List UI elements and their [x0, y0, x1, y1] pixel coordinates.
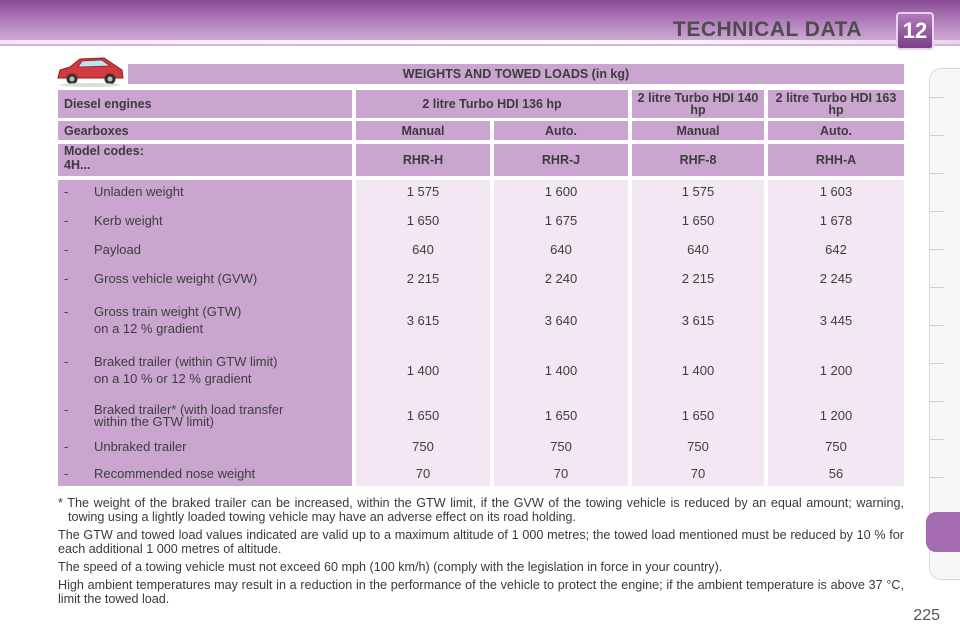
table-cell: 1 200 — [819, 408, 853, 423]
note-speed: The speed of a towing vehicle must not exceed 60 mph (100 km/h) (comply with the legislation in force in your country). — [58, 560, 723, 574]
model-4: RHH-A — [768, 144, 904, 176]
gearbox-label: Gearboxes — [58, 121, 352, 140]
table-cell: 1 400 — [681, 363, 715, 378]
note-altitude: The GTW and towed load values indicated are valid up to a maximum altitude of 1 000 metres; the towed load mentioned must be reduced by 10 % for each additional 1 000 metres of altitude. — [58, 528, 904, 556]
table-cell: 750 — [550, 439, 572, 454]
row-dash: - — [64, 439, 69, 454]
row-dash: - — [64, 213, 69, 228]
table-cell: 1 650 — [681, 213, 715, 228]
table-cell: 1 678 — [819, 213, 853, 228]
footnote: * The weight of the braked trailer can be increased, within the GTW limit, if the GVW of the towing vehicle is reduced by an equal amount; warning, towing using a lightly loaded towing vehicle may have an adverse effect on its road holding. — [58, 496, 904, 524]
page-number: 225 — [913, 607, 940, 624]
table-cell: 70 — [415, 466, 431, 481]
table-cell: 1 675 — [544, 213, 578, 228]
row-label-subtext: on a 10 % or 12 % gradient — [94, 371, 252, 386]
table-cell: 70 — [553, 466, 569, 481]
table-cell: 1 400 — [406, 363, 440, 378]
engine-label: Diesel engines — [58, 90, 352, 118]
table-cell: 640 — [687, 242, 709, 257]
row-label — [64, 402, 344, 436]
row-label — [64, 466, 344, 500]
table-cell: 70 — [690, 466, 706, 481]
table-cell: 1 200 — [819, 363, 853, 378]
table-cell: 2 215 — [406, 271, 440, 286]
table-cell: 1 650 — [406, 408, 440, 423]
table-cell: 750 — [412, 439, 434, 454]
row-dash: - — [64, 184, 69, 199]
gearbox-4: Auto. — [768, 121, 904, 140]
model-1: RHR-H — [356, 144, 490, 176]
row-label-text: Braked trailer (within GTW limit) — [94, 354, 278, 369]
model-3: RHF-8 — [632, 144, 764, 176]
table-cell: 1 575 — [406, 184, 440, 199]
gearbox-2: Auto. — [494, 121, 628, 140]
gearbox-1: Manual — [356, 121, 490, 140]
model-label-line1: Model codes: — [64, 144, 144, 158]
row-dash: - — [64, 466, 69, 481]
row-dash: - — [64, 242, 69, 257]
chapter-badge: 12 — [896, 12, 934, 50]
page-title: TECHNICAL DATA — [673, 18, 862, 41]
note-temperature: High ambient temperatures may result in a reduction in the performance of the vehicle to protect the engine; if the ambient temperature is above 37 °C, limit the towed load. — [58, 578, 904, 606]
engine-136: 2 litre Turbo HDI 136 hp — [356, 90, 628, 118]
row-label-text: Unbraked trailer — [94, 439, 187, 454]
row-label-subtext: on a 12 % gradient — [94, 321, 204, 336]
table-cell: 640 — [412, 242, 434, 257]
row-label — [64, 304, 344, 338]
chapter-tab-rail — [929, 68, 960, 580]
row-label-text: Gross vehicle weight (GVW) — [94, 271, 258, 286]
table-cell: 1 603 — [819, 184, 853, 199]
table-cell: 2 215 — [681, 271, 715, 286]
table-cell: 3 615 — [406, 313, 440, 328]
row-label — [64, 271, 344, 305]
row-label-text: Gross train weight (GTW) — [94, 304, 242, 319]
table-cell: 3 640 — [544, 313, 578, 328]
row-label-text: Unladen weight — [94, 184, 184, 199]
row-label-text: Recommended nose weight — [94, 466, 256, 481]
table-cell: 56 — [828, 466, 844, 481]
row-label-subtext: within the GTW limit) — [94, 414, 214, 429]
table-cell: 640 — [550, 242, 572, 257]
table-cell: 642 — [825, 242, 847, 257]
table-cell: 1 600 — [544, 184, 578, 199]
row-dash: - — [64, 354, 69, 369]
notes — [58, 496, 904, 610]
table-cell: 2 245 — [819, 271, 853, 286]
gearbox-3: Manual — [632, 121, 764, 140]
table-cell: 1 400 — [544, 363, 578, 378]
model-label-line2: 4H... — [64, 158, 91, 172]
model-2: RHR-J — [494, 144, 628, 176]
table-cell: 1 650 — [681, 408, 715, 423]
row-dash: - — [64, 304, 69, 319]
row-label-text: Payload — [94, 242, 141, 257]
row-label-text: Braked trailer* (with load transfer — [94, 402, 284, 417]
row-dash: - — [64, 271, 69, 286]
row-label — [64, 354, 344, 388]
table-title: WEIGHTS AND TOWED LOADS (in kg) — [128, 64, 904, 84]
table-cell: 3 445 — [819, 313, 853, 328]
row-label-text: Kerb weight — [94, 213, 163, 228]
chapter-tab-active[interactable] — [926, 512, 960, 552]
table-cell: 750 — [825, 439, 847, 454]
model-label — [58, 144, 352, 176]
table-cell: 1 650 — [544, 408, 578, 423]
table-cell: 2 240 — [544, 271, 578, 286]
engine-140: 2 litre Turbo HDI 140 hp — [632, 90, 764, 118]
table-cell: 750 — [687, 439, 709, 454]
engine-163: 2 litre Turbo HDI 163 hp — [768, 90, 904, 118]
car-icon — [54, 54, 126, 88]
table-cell: 1 575 — [681, 184, 715, 199]
table-cell: 1 650 — [406, 213, 440, 228]
row-dash: - — [64, 402, 69, 417]
table-cell: 3 615 — [681, 313, 715, 328]
